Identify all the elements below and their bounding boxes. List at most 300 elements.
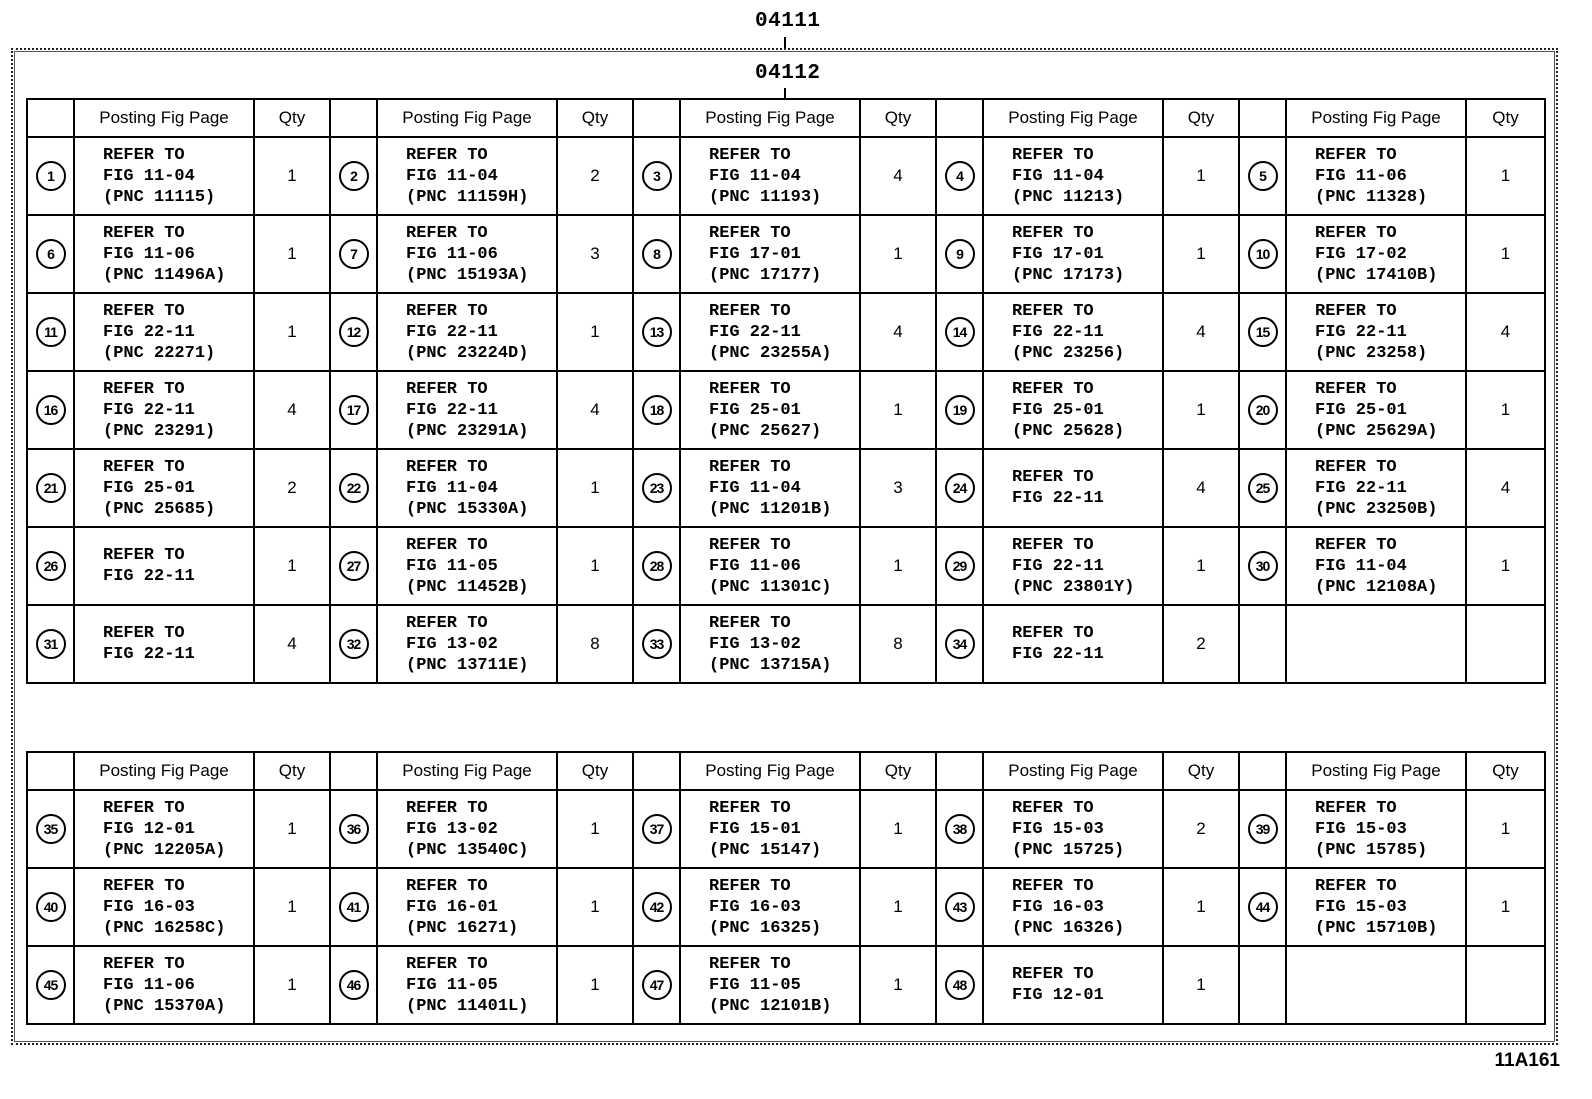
ref-line1: REFER TO [406, 301, 488, 321]
header-posting-fig-page: Posting Fig Page [74, 752, 254, 790]
posting-ref-cell [1286, 137, 1466, 215]
header-qty: Qty [557, 99, 633, 137]
posting-ref-cell [377, 137, 557, 215]
qty-cell: 1 [1466, 371, 1545, 449]
item-number-cell [633, 293, 680, 371]
ref-line1: REFER TO [406, 798, 488, 818]
item-number-cell [27, 449, 74, 527]
posting-ref-cell [377, 527, 557, 605]
parts-table-1 [26, 98, 1544, 684]
outer-group-code: 04111 [755, 10, 821, 33]
ref-line2: FIG 22-11 [103, 400, 195, 420]
posting-ref-cell [1286, 868, 1466, 946]
header-posting-fig-page: Posting Fig Page [1286, 752, 1466, 790]
table-row [27, 137, 1545, 215]
item-number-cell [936, 946, 983, 1024]
qty-cell: 1 [1466, 215, 1545, 293]
posting-ref-cell [377, 215, 557, 293]
posting-ref-cell [680, 449, 860, 527]
ref-line2: FIG 15-01 [709, 819, 801, 839]
ref-line1: REFER TO [1315, 145, 1397, 165]
header-posting-fig-page: Posting Fig Page [377, 99, 557, 137]
table-row [27, 790, 1545, 868]
item-number-badge: 14 [945, 317, 975, 347]
item-number-badge: 18 [642, 395, 672, 425]
item-number-cell [27, 293, 74, 371]
ref-line2: FIG 11-06 [103, 244, 195, 264]
ref-line3: (PNC 11159H) [406, 187, 529, 207]
item-number-cell [633, 605, 680, 683]
ref-line3: (PNC 15370A) [103, 996, 226, 1016]
posting-ref-cell [1286, 527, 1466, 605]
header-number-cell [330, 752, 377, 790]
header-number-cell [936, 752, 983, 790]
ref-line1: REFER TO [1315, 535, 1397, 555]
posting-ref-cell [983, 946, 1163, 1024]
ref-line1: REFER TO [103, 223, 185, 243]
header-number-cell [27, 752, 74, 790]
item-number-badge: 3 [642, 161, 672, 191]
item-number-cell [1239, 527, 1286, 605]
header-posting-fig-page: Posting Fig Page [74, 99, 254, 137]
item-number-cell [1239, 371, 1286, 449]
header-qty: Qty [557, 752, 633, 790]
ref-line3: (PNC 17173) [1012, 265, 1125, 285]
item-number-badge: 34 [945, 629, 975, 659]
header-qty: Qty [254, 99, 330, 137]
qty-cell: 1 [860, 868, 936, 946]
posting-ref-cell [1286, 790, 1466, 868]
item-number-badge: 5 [1248, 161, 1278, 191]
posting-ref-cell [983, 293, 1163, 371]
item-number-cell [936, 371, 983, 449]
ref-line3: (PNC 17177) [709, 265, 822, 285]
qty-cell: 1 [254, 790, 330, 868]
ref-line2: FIG 12-01 [1012, 986, 1104, 1005]
item-number-badge: 47 [642, 970, 672, 1000]
header-posting-fig-page: Posting Fig Page [983, 99, 1163, 137]
ref-line3: (PNC 15725) [1012, 840, 1125, 860]
posting-ref-cell [377, 790, 557, 868]
item-number-cell [27, 527, 74, 605]
ref-line3: (PNC 23291A) [406, 421, 529, 441]
qty-cell: 1 [557, 293, 633, 371]
ref-line2: FIG 11-05 [406, 975, 498, 995]
posting-ref-cell [983, 137, 1163, 215]
ref-line2: FIG 16-03 [709, 897, 801, 917]
item-number-badge: 32 [339, 629, 369, 659]
header-posting-fig-page: Posting Fig Page [1286, 99, 1466, 137]
item-number-badge: 29 [945, 551, 975, 581]
table-row [27, 946, 1545, 1024]
qty-cell: 4 [254, 605, 330, 683]
qty-cell: 4 [1466, 293, 1545, 371]
qty-cell: 4 [860, 137, 936, 215]
item-number-badge: 1 [36, 161, 66, 191]
header-qty: Qty [1466, 99, 1545, 137]
item-number-badge: 2 [339, 161, 369, 191]
qty-cell: 1 [557, 868, 633, 946]
item-number-cell [330, 371, 377, 449]
qty-cell: 2 [557, 137, 633, 215]
ref-line1: REFER TO [1315, 301, 1397, 321]
item-number-badge: 24 [945, 473, 975, 503]
item-number-cell [27, 790, 74, 868]
qty-cell: 1 [860, 371, 936, 449]
header-number-cell [1239, 99, 1286, 137]
ref-line3: (PNC 16326) [1012, 918, 1125, 938]
item-number-badge: 4 [945, 161, 975, 191]
item-number-badge: 12 [339, 317, 369, 347]
ref-line2: FIG 25-01 [709, 400, 801, 420]
posting-ref-cell [74, 293, 254, 371]
ref-line2: FIG 15-03 [1315, 819, 1407, 839]
item-number-badge: 48 [945, 970, 975, 1000]
posting-ref-cell [74, 605, 254, 683]
posting-ref-cell [74, 215, 254, 293]
item-number-cell [330, 946, 377, 1024]
ref-line2: FIG 25-01 [1315, 400, 1407, 420]
posting-ref-cell [377, 868, 557, 946]
ref-line1: REFER TO [406, 613, 488, 633]
ref-line3: (PNC 15330A) [406, 499, 529, 519]
item-number-badge: 11 [36, 317, 66, 347]
ref-line3: (PNC 11201B) [709, 499, 832, 519]
table-row [27, 293, 1545, 371]
ref-line3: (PNC 13540C) [406, 840, 529, 860]
item-number-badge: 37 [642, 814, 672, 844]
ref-line3: (PNC 12108A) [1315, 577, 1438, 597]
item-number-badge: 36 [339, 814, 369, 844]
qty-cell: 4 [1163, 449, 1239, 527]
posting-ref-cell [1286, 605, 1466, 683]
ref-line3: (PNC 23291) [103, 421, 216, 441]
item-number-cell [633, 449, 680, 527]
qty-cell [1466, 946, 1545, 1024]
item-number-badge: 41 [339, 892, 369, 922]
qty-cell: 1 [1466, 790, 1545, 868]
ref-line1: REFER TO [103, 546, 185, 565]
ref-line1: REFER TO [406, 876, 488, 896]
posting-ref-cell [377, 293, 557, 371]
item-number-badge: 28 [642, 551, 672, 581]
qty-cell: 1 [1163, 527, 1239, 605]
ref-line2: FIG 22-11 [1315, 322, 1407, 342]
ref-line3: (PNC 23255A) [709, 343, 832, 363]
ref-line3: (PNC 23801Y) [1012, 577, 1135, 597]
ref-line1: REFER TO [103, 876, 185, 896]
ref-line3: (PNC 23256) [1012, 343, 1125, 363]
posting-ref-cell [680, 605, 860, 683]
header-number-cell [633, 99, 680, 137]
ref-line2: FIG 11-05 [709, 975, 801, 995]
qty-cell: 1 [860, 215, 936, 293]
header-posting-fig-page: Posting Fig Page [377, 752, 557, 790]
qty-cell: 1 [254, 868, 330, 946]
ref-line1: REFER TO [1012, 379, 1094, 399]
table-row [27, 215, 1545, 293]
item-number-badge: 10 [1248, 239, 1278, 269]
item-number-cell [1239, 946, 1286, 1024]
item-number-cell [1239, 293, 1286, 371]
ref-line1: REFER TO [406, 535, 488, 555]
posting-ref-cell [983, 527, 1163, 605]
posting-ref-cell [377, 449, 557, 527]
item-number-cell [936, 868, 983, 946]
posting-ref-cell [680, 371, 860, 449]
header-qty: Qty [1466, 752, 1545, 790]
ref-line2: FIG 17-01 [709, 244, 801, 264]
ref-line3: (PNC 12205A) [103, 840, 226, 860]
ref-line1: REFER TO [103, 301, 185, 321]
ref-line1: REFER TO [406, 954, 488, 974]
posting-ref-cell [983, 790, 1163, 868]
ref-line3: (PNC 22271) [103, 343, 216, 363]
posting-ref-cell [983, 215, 1163, 293]
qty-cell: 2 [1163, 605, 1239, 683]
item-number-badge: 30 [1248, 551, 1278, 581]
ref-line2: FIG 25-01 [103, 478, 195, 498]
ref-line2: FIG 12-01 [103, 819, 195, 839]
posting-ref-cell [1286, 293, 1466, 371]
header-posting-fig-page: Posting Fig Page [680, 99, 860, 137]
posting-ref-cell [983, 605, 1163, 683]
posting-ref-cell [1286, 946, 1466, 1024]
ref-line2: FIG 15-03 [1012, 819, 1104, 839]
ref-line3: (PNC 15710B) [1315, 918, 1438, 938]
item-number-cell [330, 449, 377, 527]
item-number-badge: 20 [1248, 395, 1278, 425]
header-posting-fig-page: Posting Fig Page [983, 752, 1163, 790]
qty-cell: 1 [557, 790, 633, 868]
qty-cell: 4 [1466, 449, 1545, 527]
posting-ref-cell [680, 790, 860, 868]
ref-line2: FIG 22-11 [1012, 556, 1104, 576]
ref-line1: REFER TO [709, 301, 791, 321]
ref-line1: REFER TO [406, 223, 488, 243]
ref-line3: (PNC 25685) [103, 499, 216, 519]
figure-code: 11A161 [1494, 1050, 1560, 1071]
ref-line2: FIG 22-11 [103, 322, 195, 342]
posting-ref-cell [983, 868, 1163, 946]
item-number-cell [27, 215, 74, 293]
ref-line3: (PNC 25629A) [1315, 421, 1438, 441]
item-number-badge: 42 [642, 892, 672, 922]
qty-cell: 8 [860, 605, 936, 683]
ref-line1: REFER TO [709, 876, 791, 896]
header-number-cell [633, 752, 680, 790]
qty-cell: 1 [1163, 137, 1239, 215]
qty-cell: 1 [860, 527, 936, 605]
table-header-row [27, 752, 1545, 790]
ref-line1: REFER TO [1315, 876, 1397, 896]
ref-line2: FIG 13-02 [406, 634, 498, 654]
item-number-badge: 35 [36, 814, 66, 844]
item-number-cell [330, 215, 377, 293]
ref-line2: FIG 11-04 [406, 166, 498, 186]
ref-line1: REFER TO [1315, 223, 1397, 243]
item-number-badge: 43 [945, 892, 975, 922]
ref-line1: REFER TO [103, 145, 185, 165]
posting-ref-cell [74, 371, 254, 449]
ref-line1: REFER TO [103, 624, 185, 643]
item-number-cell [936, 449, 983, 527]
ref-line1: REFER TO [709, 613, 791, 633]
header-qty: Qty [1163, 99, 1239, 137]
qty-cell: 1 [860, 790, 936, 868]
posting-ref-cell [74, 790, 254, 868]
ref-line1: REFER TO [406, 457, 488, 477]
item-number-badge: 13 [642, 317, 672, 347]
ref-line1: REFER TO [709, 145, 791, 165]
posting-ref-cell [1286, 215, 1466, 293]
item-number-cell [27, 868, 74, 946]
item-number-cell [27, 946, 74, 1024]
ref-line3: (PNC 11115) [103, 187, 216, 207]
header-qty: Qty [860, 752, 936, 790]
qty-cell: 2 [1163, 790, 1239, 868]
ref-line2: FIG 17-01 [1012, 244, 1104, 264]
ref-line2: FIG 22-11 [1012, 322, 1104, 342]
ref-line1: REFER TO [1012, 798, 1094, 818]
ref-line2: FIG 11-06 [406, 244, 498, 264]
ref-line3: (PNC 25627) [709, 421, 822, 441]
qty-cell: 4 [254, 371, 330, 449]
posting-ref-cell [680, 215, 860, 293]
table-row [27, 527, 1545, 605]
ref-line2: FIG 15-03 [1315, 897, 1407, 917]
ref-line1: REFER TO [103, 457, 185, 477]
ref-line1: REFER TO [103, 954, 185, 974]
ref-line2: FIG 16-03 [103, 897, 195, 917]
item-number-cell [936, 790, 983, 868]
ref-line2: FIG 22-11 [406, 400, 498, 420]
ref-line3: (PNC 25628) [1012, 421, 1125, 441]
item-number-badge: 6 [36, 239, 66, 269]
ref-line3: (PNC 11301C) [709, 577, 832, 597]
item-number-badge: 8 [642, 239, 672, 269]
ref-line2: FIG 11-04 [103, 166, 195, 186]
item-number-cell [1239, 137, 1286, 215]
ref-line2: FIG 17-02 [1315, 244, 1407, 264]
item-number-cell [1239, 790, 1286, 868]
header-number-cell [936, 99, 983, 137]
ref-line1: REFER TO [1012, 301, 1094, 321]
item-number-cell [1239, 605, 1286, 683]
ref-line2: FIG 16-01 [406, 897, 498, 917]
item-number-badge: 19 [945, 395, 975, 425]
item-number-badge: 26 [36, 551, 66, 581]
header-number-cell [1239, 752, 1286, 790]
posting-ref-cell [377, 946, 557, 1024]
qty-cell: 1 [254, 946, 330, 1024]
ref-line2: FIG 11-05 [406, 556, 498, 576]
ref-line2: FIG 11-04 [709, 166, 801, 186]
qty-cell: 4 [557, 371, 633, 449]
item-number-cell [633, 868, 680, 946]
qty-cell: 1 [1163, 371, 1239, 449]
item-number-cell [330, 790, 377, 868]
posting-ref-cell [1286, 449, 1466, 527]
item-number-badge: 25 [1248, 473, 1278, 503]
ref-line1: REFER TO [406, 145, 488, 165]
qty-cell: 8 [557, 605, 633, 683]
posting-ref-cell [1286, 371, 1466, 449]
item-number-cell [936, 215, 983, 293]
item-number-badge: 21 [36, 473, 66, 503]
item-number-cell [330, 605, 377, 683]
ref-line3: (PNC 11213) [1012, 187, 1125, 207]
ref-line2: FIG 11-06 [709, 556, 801, 576]
item-number-cell [1239, 868, 1286, 946]
posting-ref-cell [74, 946, 254, 1024]
ref-line1: REFER TO [709, 954, 791, 974]
item-number-badge: 31 [36, 629, 66, 659]
qty-cell [1466, 605, 1545, 683]
item-number-cell [633, 527, 680, 605]
posting-ref-cell [74, 527, 254, 605]
outer-group-tick [784, 37, 786, 48]
item-number-cell [330, 868, 377, 946]
ref-line1: REFER TO [1012, 468, 1094, 487]
ref-line2: FIG 11-04 [406, 478, 498, 498]
posting-ref-cell [680, 137, 860, 215]
item-number-badge: 22 [339, 473, 369, 503]
ref-line3: (PNC 17410B) [1315, 265, 1438, 285]
item-number-badge: 40 [36, 892, 66, 922]
item-number-badge: 45 [36, 970, 66, 1000]
item-number-badge: 39 [1248, 814, 1278, 844]
ref-line1: REFER TO [709, 798, 791, 818]
item-number-badge: 7 [339, 239, 369, 269]
item-number-badge: 38 [945, 814, 975, 844]
posting-ref-cell [983, 371, 1163, 449]
header-number-cell [27, 99, 74, 137]
parts-table-2 [26, 751, 1544, 1025]
ref-line3: (PNC 13711E) [406, 655, 529, 675]
ref-line1: REFER TO [1012, 145, 1094, 165]
ref-line1: REFER TO [1012, 535, 1094, 555]
inner-group-code: 04112 [755, 62, 821, 85]
posting-ref-cell [74, 137, 254, 215]
posting-ref-cell [377, 605, 557, 683]
ref-line2: FIG 13-02 [709, 634, 801, 654]
qty-cell: 1 [1163, 946, 1239, 1024]
qty-cell: 4 [860, 293, 936, 371]
ref-line2: FIG 22-11 [1012, 645, 1104, 664]
ref-line1: REFER TO [1012, 965, 1094, 984]
ref-line1: REFER TO [1315, 798, 1397, 818]
ref-line3: (PNC 15147) [709, 840, 822, 860]
posting-ref-cell [377, 371, 557, 449]
item-number-cell [633, 215, 680, 293]
ref-line3: (PNC 13715A) [709, 655, 832, 675]
item-number-cell [936, 293, 983, 371]
posting-ref-cell [680, 527, 860, 605]
qty-cell: 3 [860, 449, 936, 527]
item-number-cell [633, 946, 680, 1024]
table-row [27, 449, 1545, 527]
ref-line1: REFER TO [1012, 223, 1094, 243]
ref-line2: FIG 25-01 [1012, 400, 1104, 420]
ref-line3: (PNC 11496A) [103, 265, 226, 285]
ref-line2: FIG 22-11 [406, 322, 498, 342]
ref-line1: REFER TO [1315, 457, 1397, 477]
ref-line1: REFER TO [1012, 876, 1094, 896]
ref-line2: FIG 11-04 [1012, 166, 1104, 186]
qty-cell: 1 [860, 946, 936, 1024]
qty-cell: 3 [557, 215, 633, 293]
